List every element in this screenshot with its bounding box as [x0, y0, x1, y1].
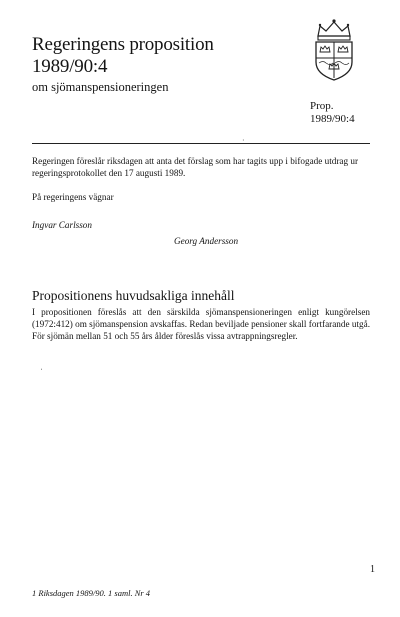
- intro-paragraph: Regeringen föreslår riksdagen att anta det förslag som har tagits upp i bifogade utdrag ur regeringsprotokollet den 17 augusti 1989.: [32, 156, 359, 178]
- title-line-2: 1989/90:4: [32, 56, 108, 77]
- speck-mark: ·: [242, 136, 245, 145]
- page-footer: 1 Riksdagen 1989/90. 1 saml. Nr 4: [32, 588, 151, 598]
- stray-mark: ˌ: [40, 361, 43, 370]
- page-number: 1: [370, 564, 375, 575]
- horizontal-divider: [32, 143, 370, 144]
- signer-primary: Ingvar Carlsson: [32, 220, 92, 230]
- prop-ref-line-1: Prop.: [310, 100, 334, 112]
- signer-secondary: Georg Andersson: [174, 236, 239, 246]
- title-line-1: Regeringens proposition: [32, 34, 214, 55]
- prop-ref-line-2: 1989/90:4: [310, 113, 355, 125]
- coat-of-arms-icon: [304, 16, 364, 82]
- proposition-reference: [310, 100, 355, 126]
- summary-paragraph: I propositionen föreslås att den särskilda sjömanspensioneringen enligt kungörelsen (1972:412) om sjömanspension avskaffas. Redan beviljade pensioner skall fortfarande utgå. För sjömän mellan 51 och 55 års ålder föreslås vissa avtrappningsregler.: [32, 307, 370, 341]
- document-title: [32, 34, 214, 78]
- document-subtitle: om sjömanspensioneringen: [32, 80, 169, 94]
- on-behalf-line: På regeringens vägnar: [32, 192, 114, 202]
- summary-heading: Propositionens huvudsakliga innehåll: [32, 288, 235, 303]
